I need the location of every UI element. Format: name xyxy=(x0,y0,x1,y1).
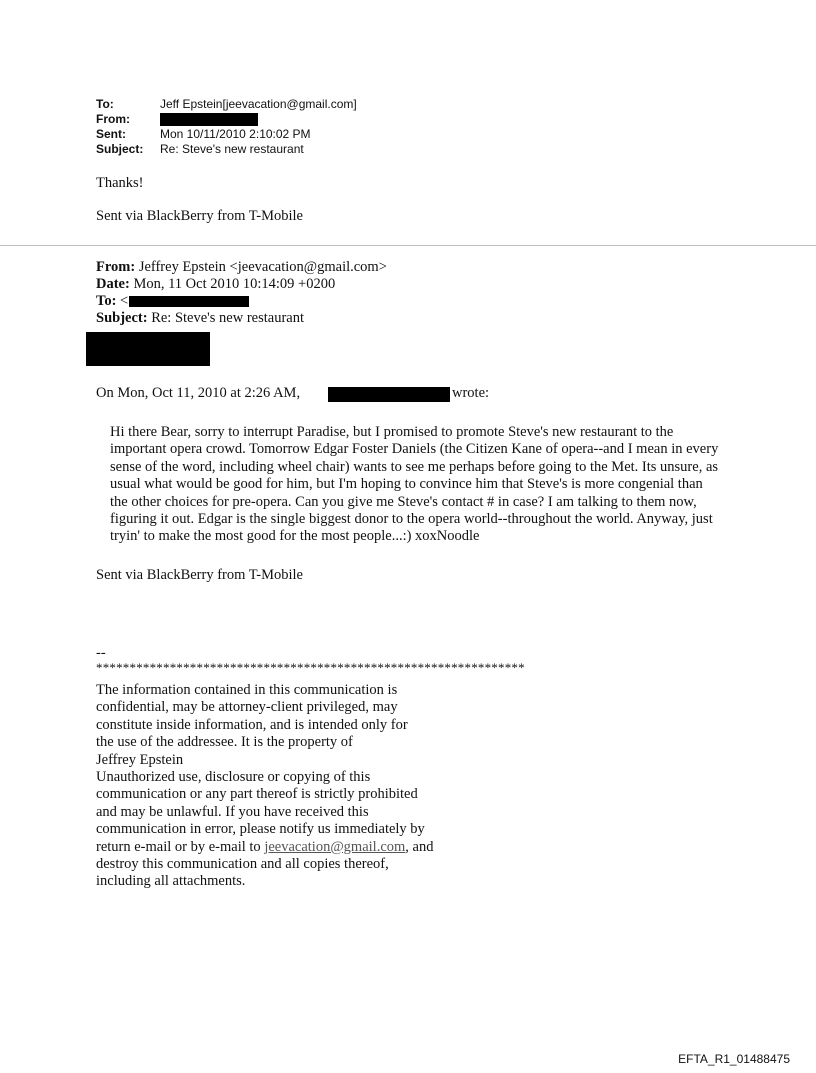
inner-date-label: Date: xyxy=(96,276,130,292)
inner-subject-value: Re: Steve's new restaurant xyxy=(151,310,304,326)
link-line-prefix: return e-mail or by e-mail to xyxy=(96,838,265,855)
to-label: To: xyxy=(96,97,114,111)
inner-to-label: To: xyxy=(96,293,117,309)
from-label: From: xyxy=(96,112,130,126)
quote-intro-start: On Mon, Oct 11, 2010 at 2:26 AM, xyxy=(96,385,301,401)
redaction-block xyxy=(86,332,210,366)
inner-date-row xyxy=(96,276,387,293)
disclaimer-line: and may be unlawful. If you have received this xyxy=(96,803,369,820)
to-row xyxy=(96,97,357,112)
disclaimer-line: confidential, may be attorney-client privileged, may xyxy=(96,699,398,716)
disclaimer-line: communication or any part thereof is strictly prohibited xyxy=(96,786,418,803)
disclaimer-line: the use of the addressee. It is the property of xyxy=(96,734,353,751)
inner-from-label: From: xyxy=(96,259,136,275)
inner-date-value: Mon, 11 Oct 2010 10:14:09 +0200 xyxy=(133,276,336,292)
disclaimer-line: communication in error, please notify us immediately by xyxy=(96,821,425,838)
document-id: EFTA_R1_01488475 xyxy=(678,1052,790,1066)
disclaimer-line: The information contained in this communication is xyxy=(96,682,398,698)
sent-label: Sent: xyxy=(96,127,126,141)
quoted-paragraph: Hi there Bear, sorry to interrupt Paradise, but I promised to promote Steve's new restaurant to the important opera crowd. Tomorrow Edgar Foster Daniels (the Citizen Kane of opera--and I mean in every sense of the word, including wheel chair) wants to see me perhaps before going to the Met. Its unsure, as usual what would be good for him, but I'm hoping to convince him that Steve's is more congenial than the other choices for pre-opera. Can you give me Steve's contact # in case? I am talking to them now, figuring it out. Edgar is the single biggest donor to the opera world--throughout the world. Anyway, just tryin' to make the most good for the most people...:) xoxNoodle xyxy=(110,424,719,545)
email-header-inner xyxy=(96,259,387,327)
quoted-signature: Sent via BlackBerry from T-Mobile xyxy=(96,567,303,583)
redaction-to xyxy=(129,296,249,307)
link-line-suffix: , and xyxy=(405,838,434,855)
inner-from-value: Jeffrey Epstein <jeevacation@gmail.com> xyxy=(138,259,387,275)
from-row xyxy=(96,112,357,127)
email-link[interactable]: jeevacation@gmail.com xyxy=(264,838,406,855)
quoted-message xyxy=(110,424,720,546)
inner-subject-row xyxy=(96,310,387,327)
inner-subject-label: Subject: xyxy=(96,310,148,326)
disclaimer-line: including all attachments. xyxy=(96,873,246,890)
reply-thanks: Thanks! xyxy=(96,175,144,191)
quote-intro xyxy=(96,385,300,402)
inner-to-prefix: < xyxy=(120,293,129,309)
disclaimer-line: destroy this communication and all copies thereof, xyxy=(96,856,389,873)
subject-row xyxy=(96,142,357,157)
email-header-outer xyxy=(96,97,357,157)
redaction-sender xyxy=(328,387,450,402)
message-divider xyxy=(0,245,816,246)
reply-signature: Sent via BlackBerry from T-Mobile xyxy=(96,208,303,224)
disclaimer-link-line xyxy=(96,839,433,856)
sent-value: Mon 10/11/2010 2:10:02 PM xyxy=(160,127,311,141)
star-separator: **************************************************************** xyxy=(96,660,525,675)
to-value: Jeff Epstein[jeevacation@gmail.com] xyxy=(160,97,357,111)
quote-intro-end: wrote: xyxy=(452,385,490,401)
sent-row xyxy=(96,127,357,142)
redaction-from xyxy=(160,113,258,126)
subject-value: Re: Steve's new restaurant xyxy=(160,142,304,156)
signature-dashes: -- xyxy=(96,645,106,661)
confidentiality-disclaimer xyxy=(96,682,433,891)
inner-from-row xyxy=(96,259,387,276)
inner-to-row xyxy=(96,293,387,310)
disclaimer-line: constitute inside information, and is intended only for xyxy=(96,716,408,733)
subject-label: Subject: xyxy=(96,142,144,156)
disclaimer-line: Jeffrey Epstein xyxy=(96,751,184,768)
disclaimer-line: Unauthorized use, disclosure or copying of this xyxy=(96,769,371,786)
